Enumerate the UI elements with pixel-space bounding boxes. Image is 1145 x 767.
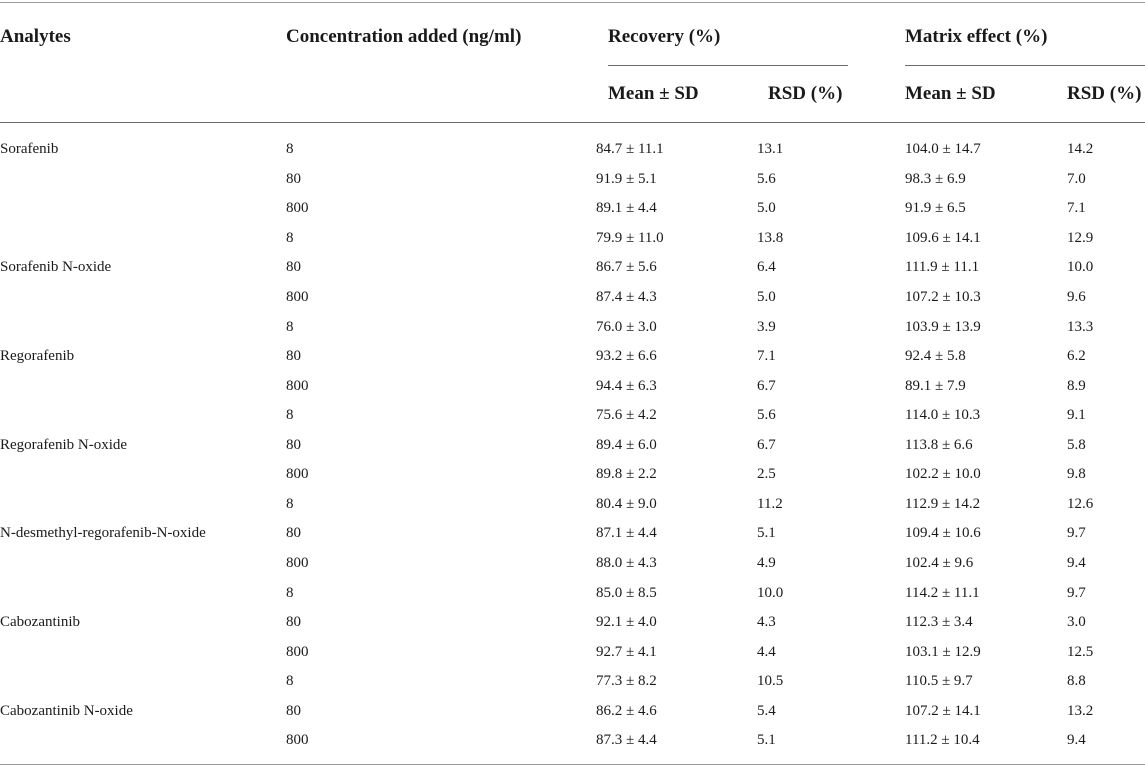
cell-matrix-rsd: 8.9 <box>1067 378 1086 394</box>
cell-recovery-mean: 89.8 ± 2.2 <box>596 466 657 482</box>
cell-recovery-rsd: 5.6 <box>757 171 776 187</box>
cell-matrix-rsd: 9.8 <box>1067 466 1086 482</box>
cell-matrix-mean: 92.4 ± 5.8 <box>905 348 966 364</box>
cell-matrix-rsd: 6.2 <box>1067 348 1086 364</box>
cell-concentration: 800 <box>286 200 309 216</box>
cell-matrix-rsd: 9.7 <box>1067 585 1086 601</box>
recovery-group-rule <box>608 65 848 66</box>
matrix-group-rule <box>905 65 1145 66</box>
cell-concentration: 800 <box>286 289 309 305</box>
cell-matrix-mean: 112.9 ± 14.2 <box>905 496 981 512</box>
header-analytes: Analytes <box>0 26 71 47</box>
cell-matrix-mean: 107.2 ± 10.3 <box>905 289 981 305</box>
cell-matrix-mean: 103.1 ± 12.9 <box>905 644 981 660</box>
cell-matrix-mean: 110.5 ± 9.7 <box>905 673 973 689</box>
cell-recovery-mean: 84.7 ± 11.1 <box>596 141 664 157</box>
cell-matrix-mean: 113.8 ± 6.6 <box>905 437 973 453</box>
cell-recovery-rsd: 10.5 <box>757 673 784 689</box>
cell-recovery-rsd: 2.5 <box>757 466 776 482</box>
cell-concentration: 80 <box>286 259 301 275</box>
cell-recovery-mean: 87.4 ± 4.3 <box>596 289 657 305</box>
cell-recovery-rsd: 11.2 <box>757 496 783 512</box>
cell-recovery-rsd: 13.8 <box>757 230 784 246</box>
cell-matrix-rsd: 7.0 <box>1067 171 1086 187</box>
cell-matrix-mean: 102.2 ± 10.0 <box>905 466 981 482</box>
cell-recovery-rsd: 5.1 <box>757 732 776 748</box>
cell-concentration: 8 <box>286 585 294 601</box>
cell-recovery-rsd: 3.9 <box>757 319 776 335</box>
analyte-label: Cabozantinib <box>0 614 80 630</box>
cell-matrix-mean: 109.4 ± 10.6 <box>905 525 981 541</box>
cell-recovery-mean: 87.3 ± 4.4 <box>596 732 657 748</box>
cell-matrix-mean: 111.2 ± 10.4 <box>905 732 980 748</box>
cell-recovery-rsd: 7.1 <box>757 348 776 364</box>
analyte-label: Sorafenib N-oxide <box>0 259 112 275</box>
cell-concentration: 8 <box>286 407 294 423</box>
cell-matrix-mean: 104.0 ± 14.7 <box>905 141 981 157</box>
cell-matrix-rsd: 10.0 <box>1067 259 1094 275</box>
cell-recovery-rsd: 5.6 <box>757 407 776 423</box>
cell-recovery-mean: 89.1 ± 4.4 <box>596 200 657 216</box>
cell-recovery-mean: 86.2 ± 4.6 <box>596 703 657 719</box>
header-recovery-rsd: RSD (%) <box>768 83 843 104</box>
cell-matrix-rsd: 12.9 <box>1067 230 1094 246</box>
cell-recovery-rsd: 6.7 <box>757 378 776 394</box>
cell-recovery-rsd: 10.0 <box>757 585 784 601</box>
cell-matrix-rsd: 9.4 <box>1067 732 1086 748</box>
cell-recovery-mean: 92.1 ± 4.0 <box>596 614 657 630</box>
cell-recovery-mean: 79.9 ± 11.0 <box>596 230 664 246</box>
cell-recovery-mean: 92.7 ± 4.1 <box>596 644 657 660</box>
cell-concentration: 80 <box>286 348 301 364</box>
cell-matrix-mean: 91.9 ± 6.5 <box>905 200 966 216</box>
cell-recovery-rsd: 4.9 <box>757 555 776 571</box>
cell-matrix-mean: 111.9 ± 11.1 <box>905 259 980 275</box>
cell-recovery-rsd: 6.7 <box>757 437 776 453</box>
cell-recovery-mean: 88.0 ± 4.3 <box>596 555 657 571</box>
analyte-label: Sorafenib <box>0 141 59 157</box>
cell-concentration: 8 <box>286 319 294 335</box>
header-matrix-mean: Mean ± SD <box>905 83 996 104</box>
analyte-label: Regorafenib <box>0 348 75 364</box>
cell-matrix-rsd: 5.8 <box>1067 437 1086 453</box>
cell-matrix-mean: 102.4 ± 9.6 <box>905 555 974 571</box>
analyte-label: Cabozantinib N-oxide <box>0 703 133 719</box>
analyte-label: N-desmethyl-regorafenib-N-oxide <box>0 525 206 541</box>
cell-concentration: 800 <box>286 378 309 394</box>
cell-matrix-rsd: 9.4 <box>1067 555 1086 571</box>
cell-recovery-rsd: 4.4 <box>757 644 776 660</box>
cell-recovery-mean: 85.0 ± 8.5 <box>596 585 657 601</box>
cell-concentration: 8 <box>286 141 294 157</box>
cell-matrix-mean: 107.2 ± 14.1 <box>905 703 981 719</box>
header-recovery-mean: Mean ± SD <box>608 83 699 104</box>
header-recovery-group: Recovery (%) <box>608 26 721 47</box>
cell-concentration: 80 <box>286 703 301 719</box>
cell-recovery-mean: 80.4 ± 9.0 <box>596 496 657 512</box>
cell-matrix-rsd: 12.6 <box>1067 496 1094 512</box>
cell-matrix-mean: 114.0 ± 10.3 <box>905 407 981 423</box>
cell-recovery-mean: 86.7 ± 5.6 <box>596 259 657 275</box>
cell-recovery-rsd: 13.1 <box>757 141 784 157</box>
cell-matrix-rsd: 3.0 <box>1067 614 1086 630</box>
cell-recovery-mean: 76.0 ± 3.0 <box>596 319 657 335</box>
cell-recovery-mean: 94.4 ± 6.3 <box>596 378 657 394</box>
header-matrix-group: Matrix effect (%) <box>905 26 1048 47</box>
cell-matrix-rsd: 12.5 <box>1067 644 1094 660</box>
cell-matrix-rsd: 13.3 <box>1067 319 1094 335</box>
cell-recovery-mean: 89.4 ± 6.0 <box>596 437 657 453</box>
cell-concentration: 80 <box>286 437 301 453</box>
cell-concentration: 80 <box>286 525 301 541</box>
cell-concentration: 8 <box>286 496 294 512</box>
cell-matrix-mean: 89.1 ± 7.9 <box>905 378 966 394</box>
cell-recovery-mean: 75.6 ± 4.2 <box>596 407 657 423</box>
cell-recovery-mean: 87.1 ± 4.4 <box>596 525 657 541</box>
cell-recovery-rsd: 5.1 <box>757 525 776 541</box>
cell-matrix-rsd: 9.7 <box>1067 525 1086 541</box>
header-concentration: Concentration added (ng/ml) <box>286 26 522 47</box>
cell-concentration: 800 <box>286 555 309 571</box>
cell-matrix-rsd: 14.2 <box>1067 141 1094 157</box>
cell-recovery-mean: 91.9 ± 5.1 <box>596 171 657 187</box>
cell-concentration: 80 <box>286 614 301 630</box>
cell-concentration: 80 <box>286 171 301 187</box>
cell-concentration: 8 <box>286 230 294 246</box>
table-bottom-rule <box>0 764 1145 765</box>
cell-matrix-rsd: 7.1 <box>1067 200 1086 216</box>
cell-recovery-rsd: 6.4 <box>757 259 776 275</box>
cell-recovery-mean: 77.3 ± 8.2 <box>596 673 657 689</box>
cell-recovery-mean: 93.2 ± 6.6 <box>596 348 657 364</box>
cell-matrix-rsd: 9.6 <box>1067 289 1086 305</box>
cell-matrix-rsd: 9.1 <box>1067 407 1086 423</box>
cell-matrix-mean: 109.6 ± 14.1 <box>905 230 981 246</box>
header-matrix-rsd: RSD (%) <box>1067 83 1142 104</box>
cell-matrix-mean: 98.3 ± 6.9 <box>905 171 966 187</box>
cell-matrix-mean: 103.9 ± 13.9 <box>905 319 981 335</box>
cell-recovery-rsd: 5.0 <box>757 200 776 216</box>
cell-concentration: 800 <box>286 644 309 660</box>
cell-concentration: 8 <box>286 673 294 689</box>
cell-recovery-rsd: 4.3 <box>757 614 776 630</box>
cell-matrix-rsd: 8.8 <box>1067 673 1086 689</box>
cell-matrix-rsd: 13.2 <box>1067 703 1094 719</box>
header-bottom-rule <box>0 122 1145 123</box>
cell-concentration: 800 <box>286 732 309 748</box>
table-top-rule <box>0 2 1145 3</box>
analyte-label: Regorafenib N-oxide <box>0 437 128 453</box>
cell-matrix-mean: 112.3 ± 3.4 <box>905 614 973 630</box>
cell-recovery-rsd: 5.0 <box>757 289 776 305</box>
cell-matrix-mean: 114.2 ± 11.1 <box>905 585 980 601</box>
cell-recovery-rsd: 5.4 <box>757 703 776 719</box>
cell-concentration: 800 <box>286 466 309 482</box>
